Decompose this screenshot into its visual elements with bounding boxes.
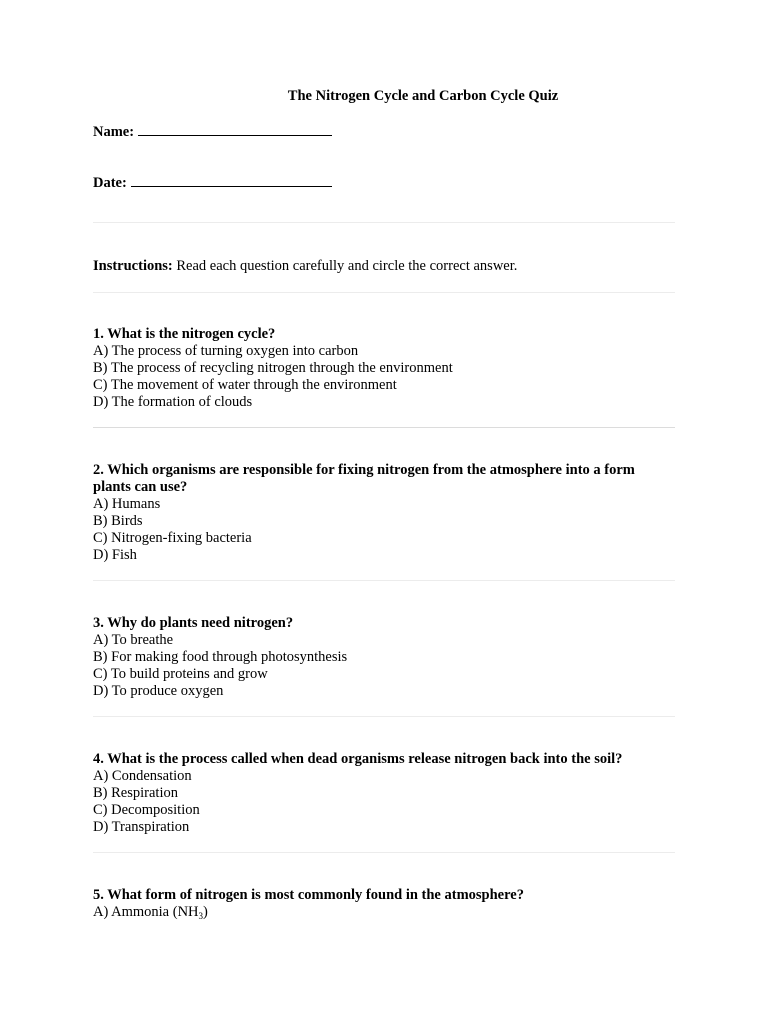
question-text: 5. What form of nitrogen is most commonly found in the atmosphere? bbox=[93, 887, 524, 903]
answer-option-b[interactable]: B) For making food through photosynthesis bbox=[93, 649, 348, 665]
name-field[interactable] bbox=[93, 121, 332, 141]
answer-option-a[interactable] bbox=[93, 904, 675, 925]
instructions-text: Read each question carefully and circle the correct answer. bbox=[172, 258, 518, 274]
answer-option-d[interactable]: D) The formation of clouds bbox=[93, 394, 253, 410]
answer-option-c[interactable]: C) Decomposition bbox=[93, 802, 200, 818]
question-4 bbox=[93, 751, 675, 836]
question-text: 4. What is the process called when dead organisms release nitrogen back into the soil? bbox=[93, 751, 623, 767]
question-text: 2. Which organisms are responsible for fixing nitrogen from the atmosphere into a form plants can use? bbox=[93, 462, 635, 495]
question-text: 1. What is the nitrogen cycle? bbox=[93, 326, 276, 342]
question-5 bbox=[93, 887, 675, 925]
option-a-suffix: ) bbox=[203, 904, 208, 920]
answer-option-b[interactable]: B) Respiration bbox=[93, 785, 178, 801]
question-3 bbox=[93, 615, 675, 700]
answer-option-c[interactable]: C) The movement of water through the environment bbox=[93, 377, 397, 393]
answer-option-a[interactable]: A) Humans bbox=[93, 496, 161, 512]
instructions bbox=[93, 258, 517, 275]
divider bbox=[93, 580, 675, 581]
answer-option-d[interactable]: D) Fish bbox=[93, 547, 137, 563]
divider bbox=[93, 292, 675, 293]
divider bbox=[93, 852, 675, 853]
option-a-prefix: A) Ammonia (NH bbox=[93, 904, 199, 920]
answer-option-d[interactable]: D) Transpiration bbox=[93, 819, 190, 835]
answer-option-b[interactable]: B) The process of recycling nitrogen through the environment bbox=[93, 360, 453, 376]
subscript-3: 3 bbox=[198, 911, 204, 921]
page-title: The Nitrogen Cycle and Carbon Cycle Quiz bbox=[287, 88, 559, 104]
divider bbox=[93, 427, 675, 428]
answer-option-a[interactable]: A) To breathe bbox=[93, 632, 174, 648]
answer-option-c[interactable]: C) To build proteins and grow bbox=[93, 666, 268, 682]
answer-option-c[interactable]: C) Nitrogen-fixing bacteria bbox=[93, 530, 252, 546]
divider bbox=[93, 222, 675, 223]
answer-option-d[interactable]: D) To produce oxygen bbox=[93, 683, 224, 699]
answer-option-a[interactable]: A) The process of turning oxygen into carbon bbox=[93, 343, 359, 359]
answer-option-a[interactable]: A) Condensation bbox=[93, 768, 192, 784]
date-label: Date: bbox=[93, 175, 127, 191]
instructions-label: Instructions: bbox=[93, 258, 173, 274]
answer-option-b[interactable]: B) Birds bbox=[93, 513, 143, 529]
divider bbox=[93, 716, 675, 717]
question-1 bbox=[93, 326, 675, 411]
name-blank-line[interactable] bbox=[138, 121, 332, 136]
question-text: 3. Why do plants need nitrogen? bbox=[93, 615, 294, 631]
name-label: Name: bbox=[93, 124, 135, 140]
date-field[interactable] bbox=[93, 172, 332, 192]
question-2 bbox=[93, 462, 675, 564]
date-blank-line[interactable] bbox=[131, 172, 332, 187]
